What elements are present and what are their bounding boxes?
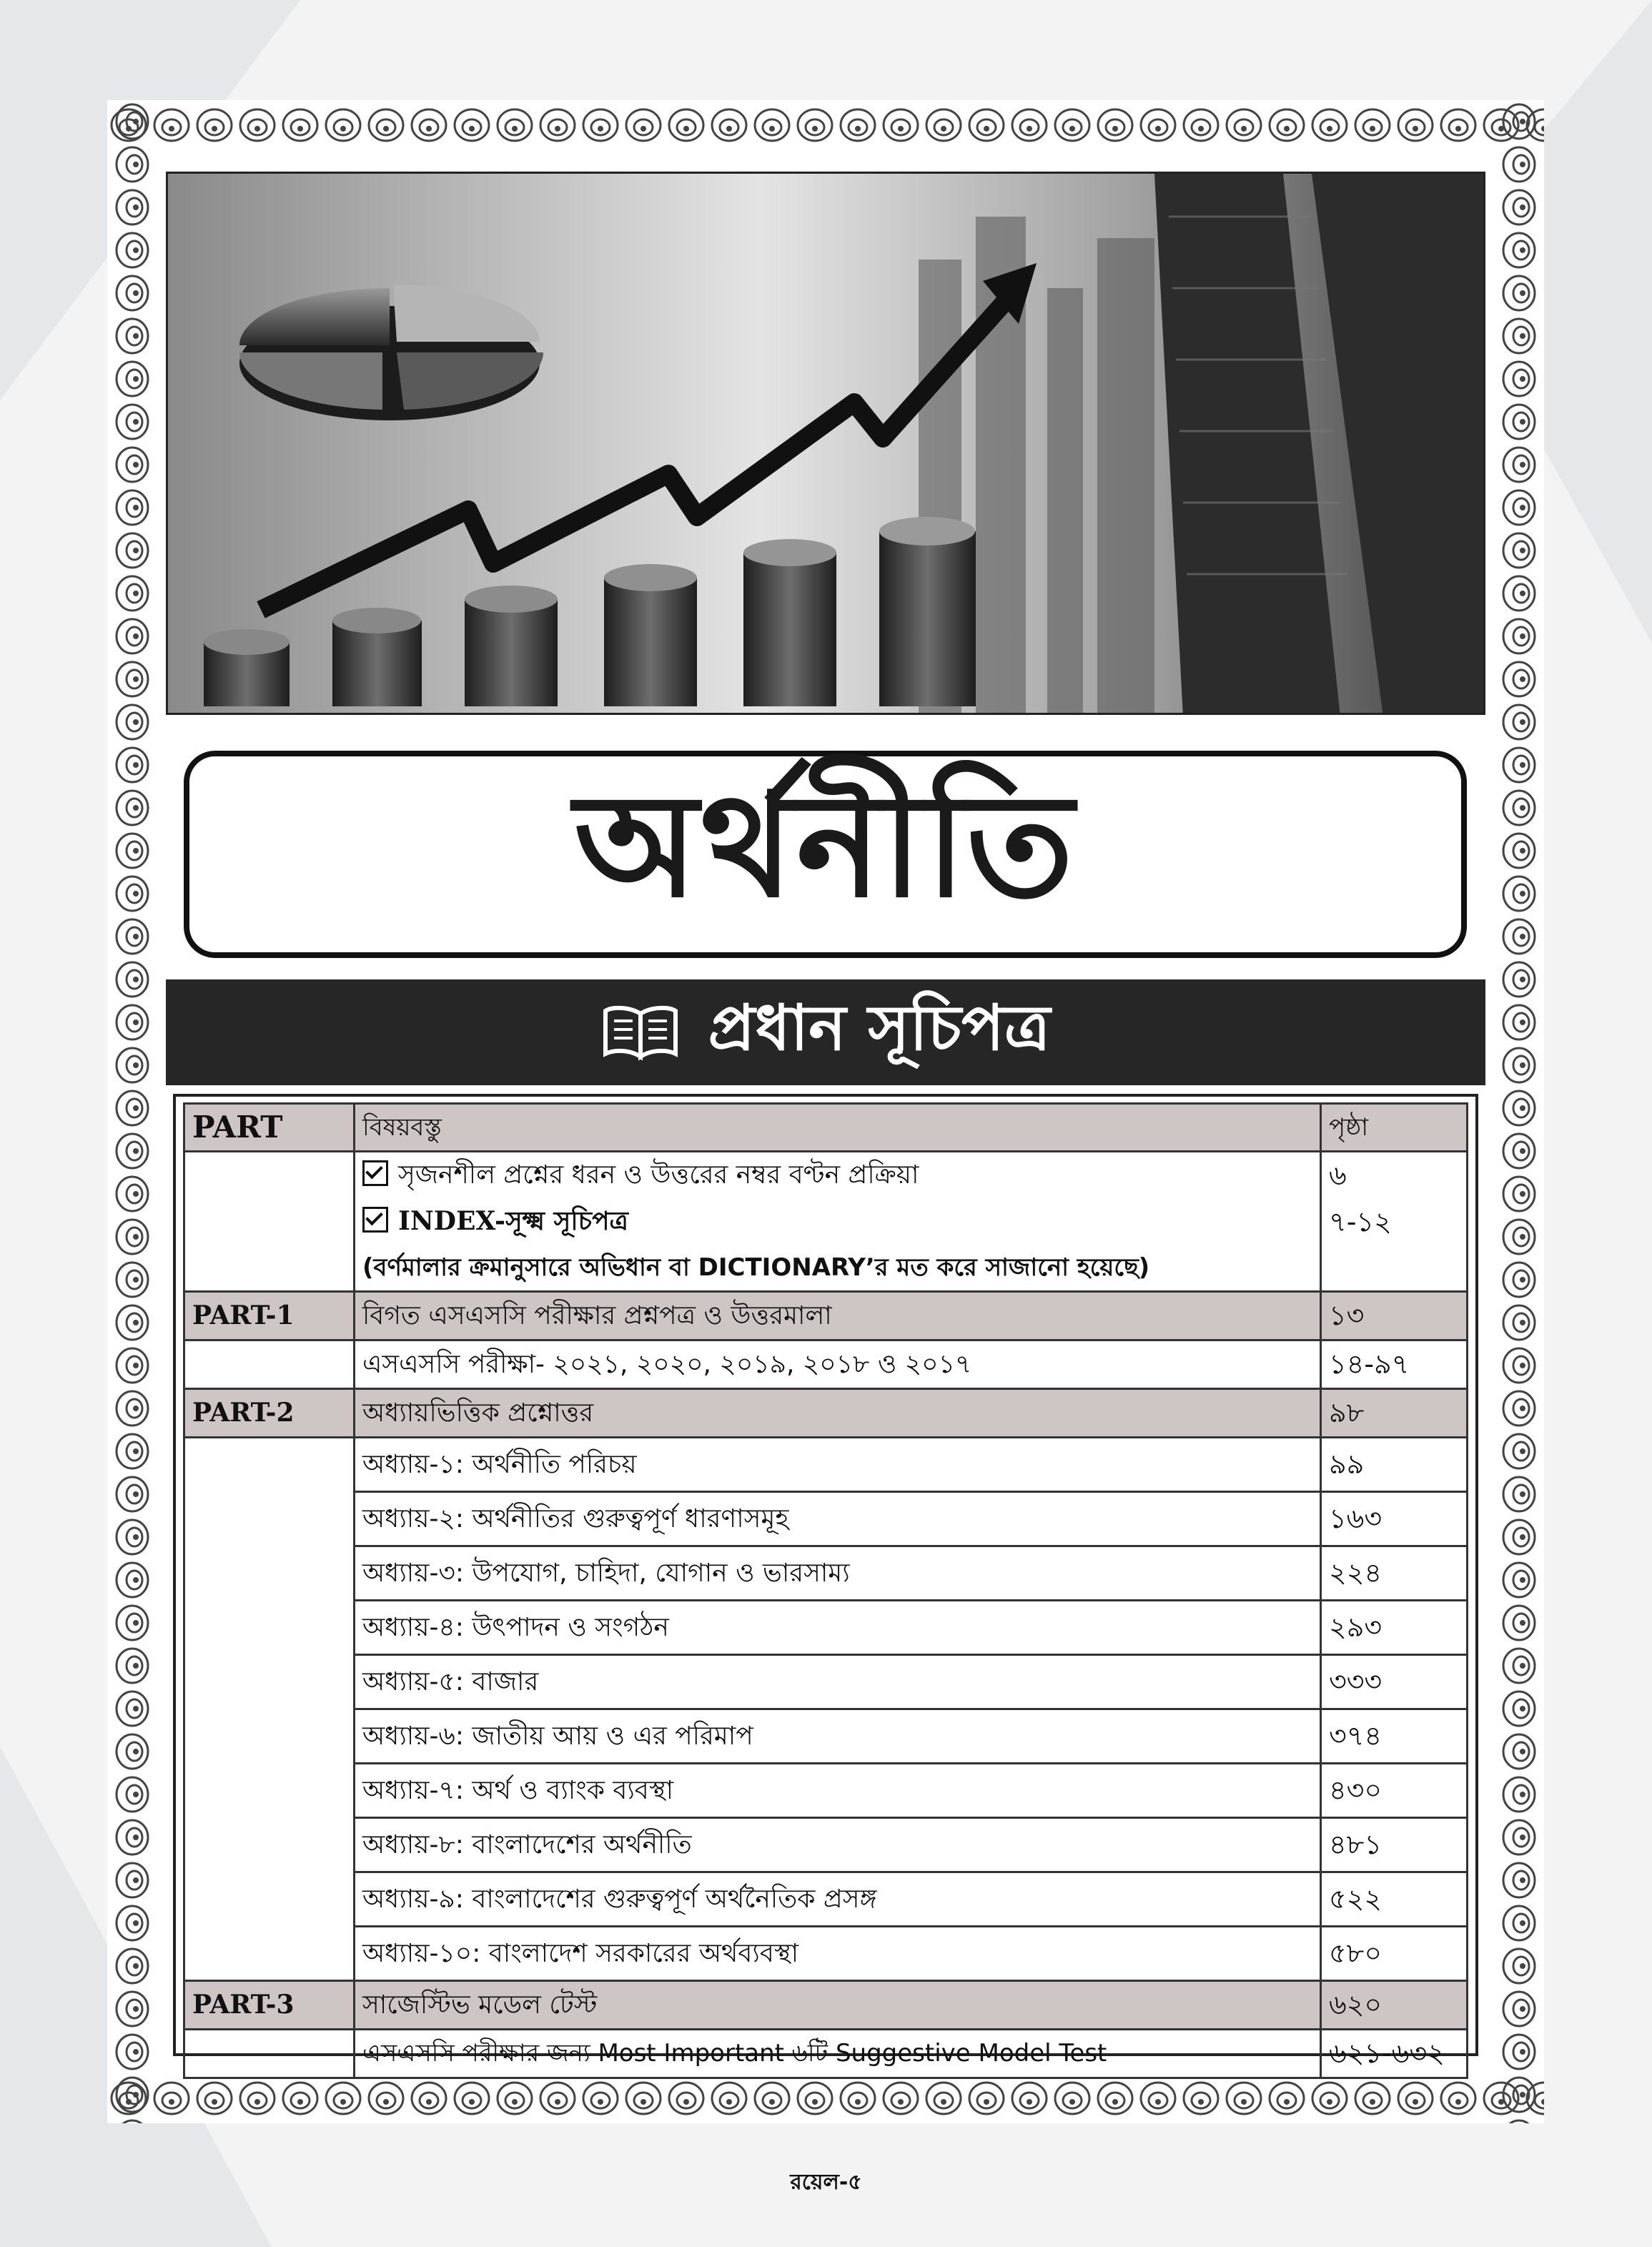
part1-page: ১৩ <box>1321 1292 1468 1340</box>
title-box <box>184 751 1467 958</box>
book-title: অর্থনীতি <box>574 762 1077 929</box>
chapter-page: ৯৯ <box>1321 1438 1468 1492</box>
hero-finance-illustration <box>166 172 1485 715</box>
chapter-title: অধ্যায়-১০: বাংলাদেশ সরকারের অর্থব্যবস্থা <box>355 1927 1321 1981</box>
chapter-page: ৫২২ <box>1321 1872 1468 1927</box>
checkbox-icon <box>362 1207 388 1233</box>
intro-page-2: ৭-১২ <box>1329 1206 1392 1238</box>
intro-item-2: INDEX-সূক্ষ্ম সূচিপত্র <box>362 1198 1312 1245</box>
chapter-row <box>184 1492 1468 1546</box>
toc-intro-row <box>184 1152 1468 1292</box>
chapter-row <box>184 1709 1468 1764</box>
header-page: পৃষ্ঠা <box>1321 1104 1468 1152</box>
chapter-page: ৪৮১ <box>1321 1818 1468 1872</box>
part2-title: অধ্যায়ভিত্তিক প্রশ্নোত্তর <box>355 1389 1321 1438</box>
chapter-page: ৫৮০ <box>1321 1927 1468 1981</box>
checkbox-icon <box>362 1160 388 1186</box>
toc-heading-band <box>166 979 1485 1085</box>
header-subject: বিষয়বস্তু <box>355 1104 1321 1152</box>
chapter-title: অধ্যায়-৩: উপযোগ, চাহিদা, যোগান ও ভারসাম্য <box>355 1546 1321 1601</box>
intro-item-1: সৃজনশীল প্রশ্নের ধরন ও উত্তরের নম্বর বণ্টন প্রক্রিয়া <box>362 1152 1312 1198</box>
book-page <box>107 100 1544 2123</box>
part3-title: সাজেস্টিভ মডেল টেস্ট <box>355 1981 1321 2030</box>
part1-sub: এসএসসি পরীক্ষা- ২০২১, ২০২০, ২০১৯, ২০১৮ ও ২০১৭ <box>355 1340 1321 1389</box>
chapter-title: অধ্যায়-৫: বাজার <box>355 1655 1321 1709</box>
chapter-title: অধ্যায়-৯: বাংলাদেশের গুরুত্বপূর্ণ অর্থনৈতিক প্রসঙ্গ <box>355 1872 1321 1927</box>
chapter-row <box>184 1818 1468 1872</box>
part1-sub-row <box>184 1340 1468 1389</box>
intro-page-1: ৬ <box>1329 1160 1347 1191</box>
chapter-row <box>184 1438 1468 1492</box>
chapter-row <box>184 1872 1468 1927</box>
header-part: PART <box>184 1104 355 1152</box>
chapter-page: ৩৩৩ <box>1321 1655 1468 1709</box>
chapter-page: ১৬৩ <box>1321 1492 1468 1546</box>
part1-row <box>184 1292 1468 1340</box>
chapter-title: অধ্যায়-৮: বাংলাদেশের অর্থনীতি <box>355 1818 1321 1872</box>
ornamental-border-top <box>107 100 1544 150</box>
chapter-page: ২২৪ <box>1321 1546 1468 1601</box>
toc-table <box>183 1102 1468 2079</box>
page-footer: রয়েল-৫ <box>790 2170 862 2195</box>
part3-sub-row <box>184 2030 1468 2078</box>
intro-note: (বর্ণমালার ক্রমানুসারে অভিধান বা DICTIONARY’র মত করে সাজানো হয়েছে) <box>362 1253 1150 1282</box>
chapter-row <box>184 1927 1468 1981</box>
part2-label: PART-2 <box>184 1389 355 1438</box>
toc-heading: প্রধান সূচিপত্র <box>708 990 1051 1065</box>
part1-title: বিগত এসএসসি পরীক্ষার প্রশ্নপত্র ও উত্তরমালা <box>355 1292 1321 1340</box>
ornamental-border-left <box>107 100 157 2123</box>
chapter-page: ২৯৩ <box>1321 1601 1468 1655</box>
part3-sub: এসএসসি পরীক্ষার জন্য Most Important ৬টি Suggestive Model Test <box>355 2030 1321 2078</box>
ornamental-border-bottom <box>107 2073 1544 2123</box>
ornamental-border-right <box>1494 100 1544 2123</box>
chapter-title: অধ্যায়-১: অর্থনীতি পরিচয় <box>355 1438 1321 1492</box>
chapter-title: অধ্যায়-৬: জাতীয় আয় ও এর পরিমাপ <box>355 1709 1321 1764</box>
part2-page: ৯৮ <box>1321 1389 1468 1438</box>
chapter-title: অধ্যায়-৪: উৎপাদন ও সংগঠন <box>355 1601 1321 1655</box>
chapter-title: অধ্যায়-৭: অর্থ ও ব্যাংক ব্যবস্থা <box>355 1764 1321 1818</box>
part3-label: PART-3 <box>184 1981 355 2030</box>
open-book-icon <box>601 1004 680 1061</box>
part3-row <box>184 1981 1468 2030</box>
toc-table-container <box>173 1094 1478 2069</box>
chapter-row <box>184 1601 1468 1655</box>
part1-sub-page: ১৪-৯৭ <box>1321 1340 1468 1389</box>
chapter-page: ৪৩০ <box>1321 1764 1468 1818</box>
part1-label: PART-1 <box>184 1292 355 1340</box>
chapter-page: ৩৭৪ <box>1321 1709 1468 1764</box>
chapter-row <box>184 1655 1468 1709</box>
chapter-row <box>184 1764 1468 1818</box>
part2-row <box>184 1389 1468 1438</box>
part3-page: ৬২০ <box>1321 1981 1468 2030</box>
chapter-title: অধ্যায়-২: অর্থনীতির গুরুত্বপূর্ণ ধারণাসমূহ <box>355 1492 1321 1546</box>
part3-sub-page: ৬২১-৬৩২ <box>1321 2030 1468 2078</box>
chapter-row <box>184 1546 1468 1601</box>
toc-header-row <box>184 1104 1468 1152</box>
